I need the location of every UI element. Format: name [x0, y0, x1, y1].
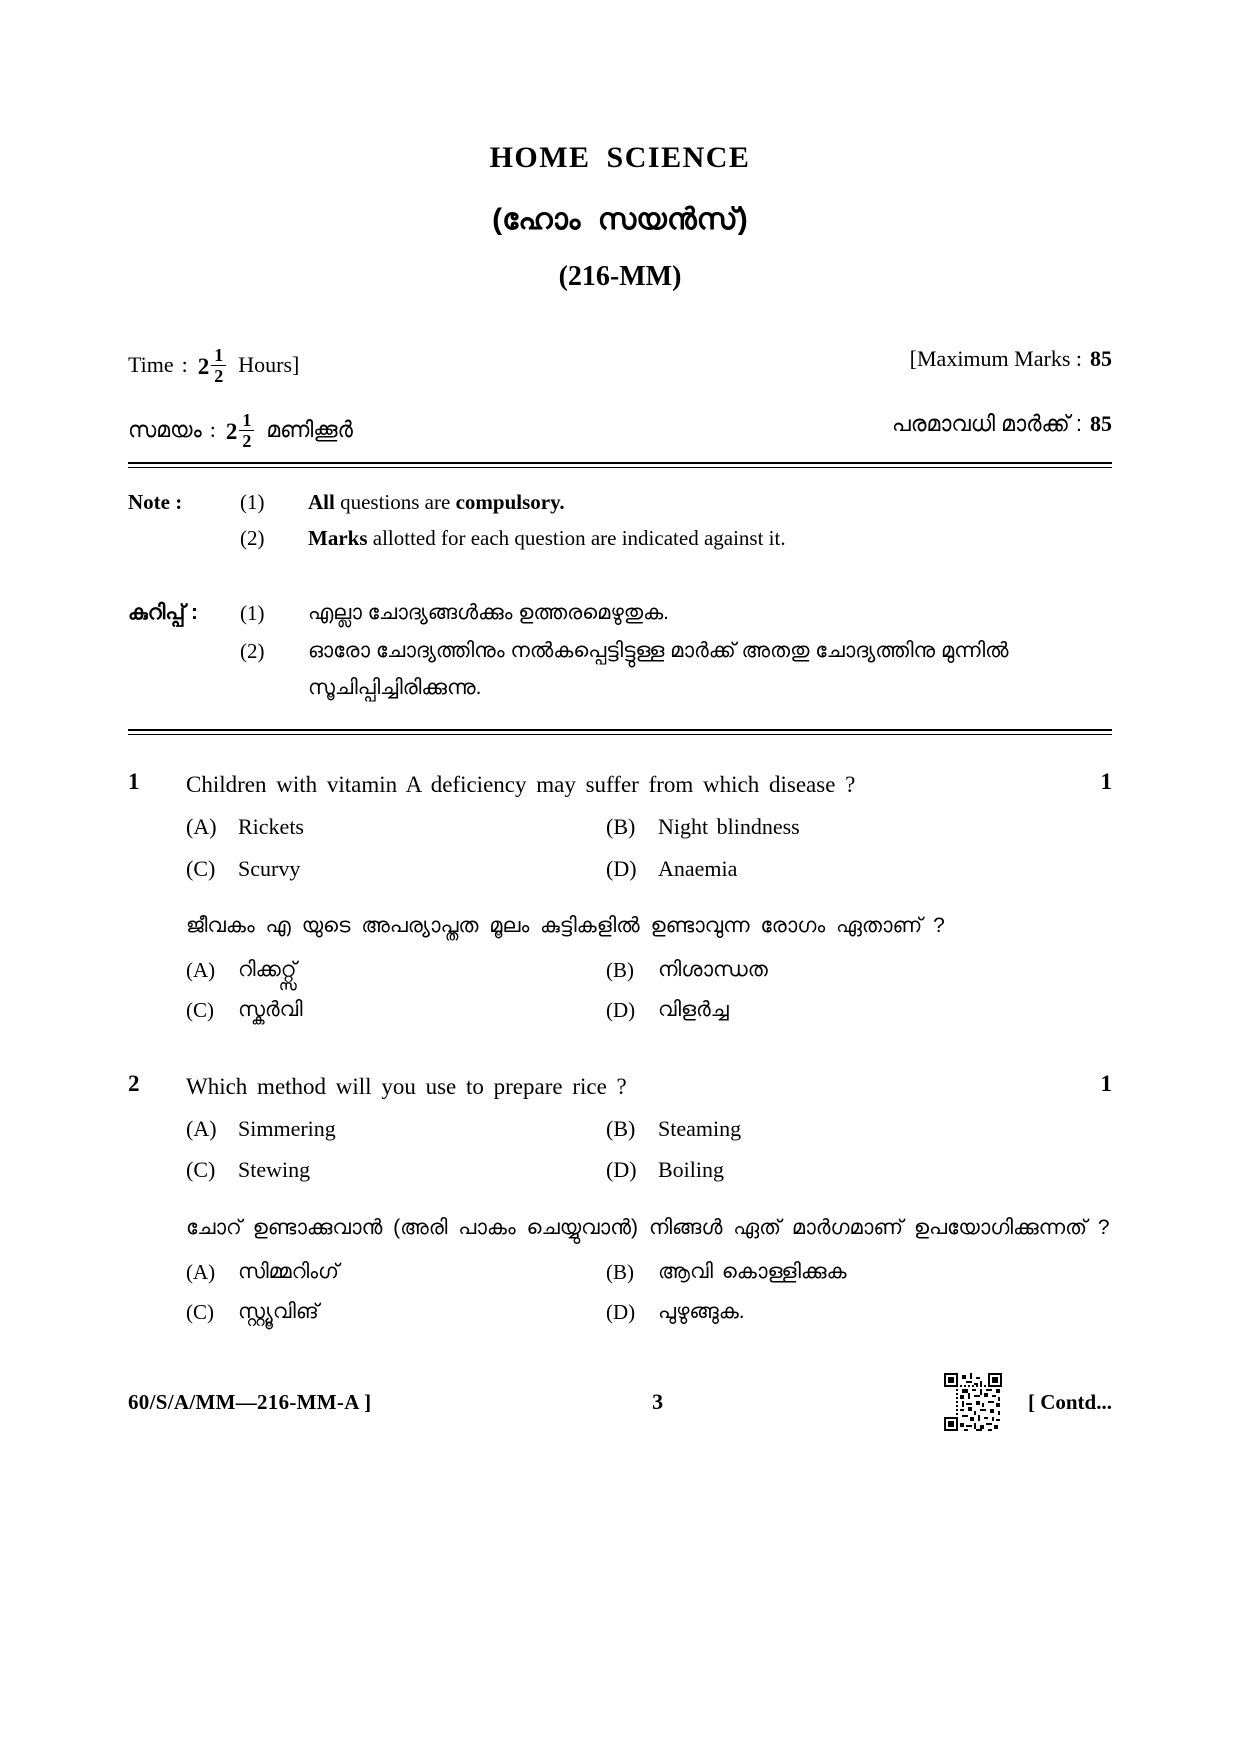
note-text-english-1 [308, 486, 1112, 519]
meta-row-english [128, 346, 1112, 385]
question-2-number: 2 [128, 1070, 140, 1096]
time-fraction-stack-english [211, 346, 226, 385]
question-2-options-malayalam [186, 1258, 1112, 1327]
time-label-english: Time [128, 352, 174, 378]
note-text-malayalam-1: എല്ലാ ചോദ്യങ്ങൾക്കും ഉത്തരമെഴുതുക. [308, 600, 669, 624]
question-2-option-b[interactable] [606, 1114, 741, 1144]
meta-row-malayalam [128, 411, 1112, 450]
question-1-option-c-text: Scurvy [238, 855, 301, 881]
question-2-ml-option-a-tag: (A) [186, 1259, 216, 1284]
question-1-option-d[interactable] [606, 854, 737, 884]
question-1-option-b[interactable] [606, 812, 800, 842]
page-number: 3 [652, 1389, 664, 1414]
time-fraction-english [198, 346, 227, 385]
note-line-english-2 [128, 522, 1112, 555]
note-line-malayalam-1 [128, 595, 1112, 632]
question-2-ml-option-b-text: ആവി കൊള്ളിക്കുക [658, 1259, 847, 1283]
question-2-ml-option-a-text: സിമ്മറിംഗ് [238, 1259, 340, 1283]
maximum-marks-label-malayalam: പരമാവധി മാർക്ക് : [891, 410, 1082, 436]
footer-right-group [944, 1373, 1112, 1431]
time-whole-english: 2 [197, 353, 210, 379]
question-1 [128, 769, 1112, 1025]
note-rest-english-1: questions are [334, 489, 456, 514]
question-2-option-b-text: Steaming [658, 1115, 742, 1141]
divider-bottom [128, 729, 1112, 735]
note-block-english [128, 486, 1112, 555]
question-1-ml-option-d-tag: (D) [606, 998, 636, 1023]
question-1-ml-option-a-text: റിക്കറ്റ്സ് [238, 958, 297, 981]
note-text-malayalam-2: ഓരോ ചോദ്യത്തിനും നൽകപ്പെട്ടിട്ടുള്ള മാർക്ക് അതതു ചോദ്യത്തിനു മുന്നിൽ സൂചിപ്പിച്ചിരിക്കുന്നു. [308, 639, 1009, 700]
question-2-option-c[interactable] [186, 1155, 606, 1185]
page-footer [128, 1373, 1112, 1431]
question-2-option-d-text: Boiling [658, 1157, 725, 1183]
question-2-option-a-tag: (A) [186, 1115, 217, 1141]
note-number-malayalam-2: (2) [240, 639, 265, 664]
note-bold-lead-english-2: Marks [308, 526, 368, 551]
time-unit-malayalam: മണിക്കൂർ [266, 417, 353, 443]
title-block [128, 0, 1112, 294]
question-2-option-row-2 [186, 1155, 1112, 1185]
question-2-ml-option-d-text: പുഴുങ്ങുക. [658, 1300, 745, 1324]
question-1-option-b-text: Night blindness [658, 813, 800, 839]
question-2-header [128, 1071, 1112, 1102]
note-block-malayalam [128, 595, 1112, 707]
time-numerator-malayalam: 1 [242, 409, 252, 430]
note-bold-tail-english-1: compulsory. [455, 489, 565, 514]
note-number-malayalam-1: (1) [240, 600, 265, 625]
maximum-marks-value-malayalam: 85 [1090, 410, 1112, 436]
question-1-number: 1 [128, 768, 140, 794]
question-1-ml-option-d[interactable] [606, 996, 729, 1024]
note-number-english-2: (2) [240, 526, 265, 551]
question-2-ml-option-d[interactable] [606, 1298, 745, 1326]
time-label-malayalam: സമയം [128, 417, 202, 443]
note-label-malayalam: കുറിപ്പ് : [128, 600, 199, 624]
subject-code: (216-MM) [558, 261, 682, 292]
question-1-ml-option-c-tag: (C) [186, 998, 214, 1023]
question-1-option-a-tag: (A) [186, 813, 217, 839]
question-1-ml-option-d-text: വിളർച്ച [658, 998, 729, 1022]
questions-list [128, 769, 1112, 1327]
question-1-option-c-tag: (C) [186, 855, 216, 881]
question-2-option-a-text: Simmering [238, 1115, 336, 1141]
question-1-marks: 1 [1100, 768, 1112, 794]
time-numerator-english: 1 [214, 344, 224, 365]
note-rest-english-2: allotted for each question are indicated against it. [367, 526, 786, 551]
question-1-ml-option-c-text: സ്കർവി [238, 998, 303, 1022]
note-bold-lead-english-1: All [308, 489, 335, 514]
question-2-option-d-tag: (D) [606, 1157, 637, 1183]
question-2-text-english: Which method will you use to prepare rice ? [186, 1073, 627, 1099]
time-english [128, 346, 299, 385]
question-1-text-malayalam: ജീവകം എ യുടെ അപര്യാപ്തത മൂലം കുട്ടികളിൽ ഉണ്ടാവുന്ന രോഗം ഏതാണ് ? [186, 914, 945, 938]
question-1-ml-option-b[interactable] [606, 956, 768, 984]
time-denominator-malayalam: 2 [239, 430, 254, 450]
question-2-ml-option-b[interactable] [606, 1258, 847, 1286]
time-colon-english: : [181, 352, 188, 378]
question-2-option-row-1 [186, 1114, 1112, 1144]
question-2-options-english [186, 1114, 1112, 1185]
time-denominator-english: 2 [211, 365, 226, 385]
question-2-option-c-text: Stewing [238, 1157, 311, 1183]
question-2-ml-option-d-tag: (D) [606, 1300, 636, 1325]
time-fraction-stack-malayalam [239, 411, 254, 450]
question-2-option-c-tag: (C) [186, 1157, 216, 1183]
time-whole-malayalam: 2 [225, 418, 238, 444]
time-unit-english: Hours] [238, 352, 300, 378]
question-2-ml-option-row-2 [186, 1298, 1112, 1326]
question-1-option-a[interactable] [186, 812, 606, 842]
divider-top [128, 462, 1112, 468]
question-1-ml-option-row-1 [186, 956, 1112, 984]
qr-code-icon [944, 1373, 1002, 1431]
question-1-option-row-1 [186, 812, 1112, 842]
time-malayalam [128, 411, 353, 450]
maximum-marks-label-english: [Maximum Marks : [909, 345, 1082, 371]
question-1-option-d-tag: (D) [606, 855, 637, 881]
page-title-malayalam: (ഹോം സയൻസ്) [492, 203, 748, 236]
question-1-options-malayalam [186, 956, 1112, 1025]
question-1-ml-option-row-2 [186, 996, 1112, 1024]
maximum-marks-value-english: 85 [1090, 345, 1112, 371]
question-1-option-c[interactable] [186, 854, 606, 884]
question-1-ml-option-c[interactable] [186, 996, 606, 1024]
question-2-text-malayalam: ചോറ് ഉണ്ടാക്കുവാൻ (അരി പാകം ചെയ്യുവാൻ) നിങ്ങൾ ഏത് മാർഗമാണ് ഉപയോഗിക്കുന്നത് ? [186, 1216, 1110, 1240]
question-1-option-d-text: Anaemia [658, 855, 738, 881]
question-2-ml-option-c[interactable] [186, 1298, 606, 1326]
question-1-option-b-tag: (B) [606, 813, 636, 839]
question-1-ml-option-a[interactable] [186, 956, 606, 984]
question-1-text-english: Children with vitamin A deficiency may suffer from which disease ? [186, 771, 856, 797]
question-1-options-english [186, 812, 1112, 883]
note-text-english-2 [308, 522, 1112, 555]
note-number-english-1: (1) [240, 489, 265, 514]
continuation-label: [ Contd... [1027, 1389, 1112, 1414]
question-1-option-row-2 [186, 854, 1112, 884]
question-2-option-b-tag: (B) [606, 1115, 636, 1141]
question-2-ml-option-a[interactable] [186, 1258, 606, 1286]
time-colon-malayalam: : [209, 417, 216, 443]
question-2-marks: 1 [1100, 1070, 1112, 1096]
question-2-option-d[interactable] [606, 1155, 724, 1185]
question-2-ml-option-row-1 [186, 1258, 1112, 1286]
question-2-ml-option-b-tag: (B) [606, 1259, 634, 1284]
maximum-marks-malayalam [892, 411, 1112, 437]
page-title-english: HOME SCIENCE [489, 141, 751, 174]
question-1-ml-option-b-tag: (B) [606, 958, 634, 982]
question-1-header [128, 769, 1112, 800]
note-line-malayalam-2 [128, 633, 1112, 707]
question-2-ml-option-c-text: സ്റ്റ്യൂവിങ് [238, 1300, 319, 1324]
note-label-english: Note : [128, 489, 183, 514]
question-2-option-a[interactable] [186, 1114, 606, 1144]
question-1-option-a-text: Rickets [238, 813, 304, 839]
note-line-english-1 [128, 486, 1112, 519]
question-2 [128, 1071, 1112, 1327]
question-1-ml-option-a-tag: (A) [186, 958, 216, 982]
maximum-marks-english [910, 346, 1112, 372]
paper-code: 60/S/A/MM—216-MM-A ] [128, 1389, 372, 1414]
question-1-ml-option-b-text: നിശാന്ധത [658, 958, 768, 981]
question-2-ml-option-c-tag: (C) [186, 1300, 214, 1325]
time-fraction-malayalam [226, 411, 255, 450]
